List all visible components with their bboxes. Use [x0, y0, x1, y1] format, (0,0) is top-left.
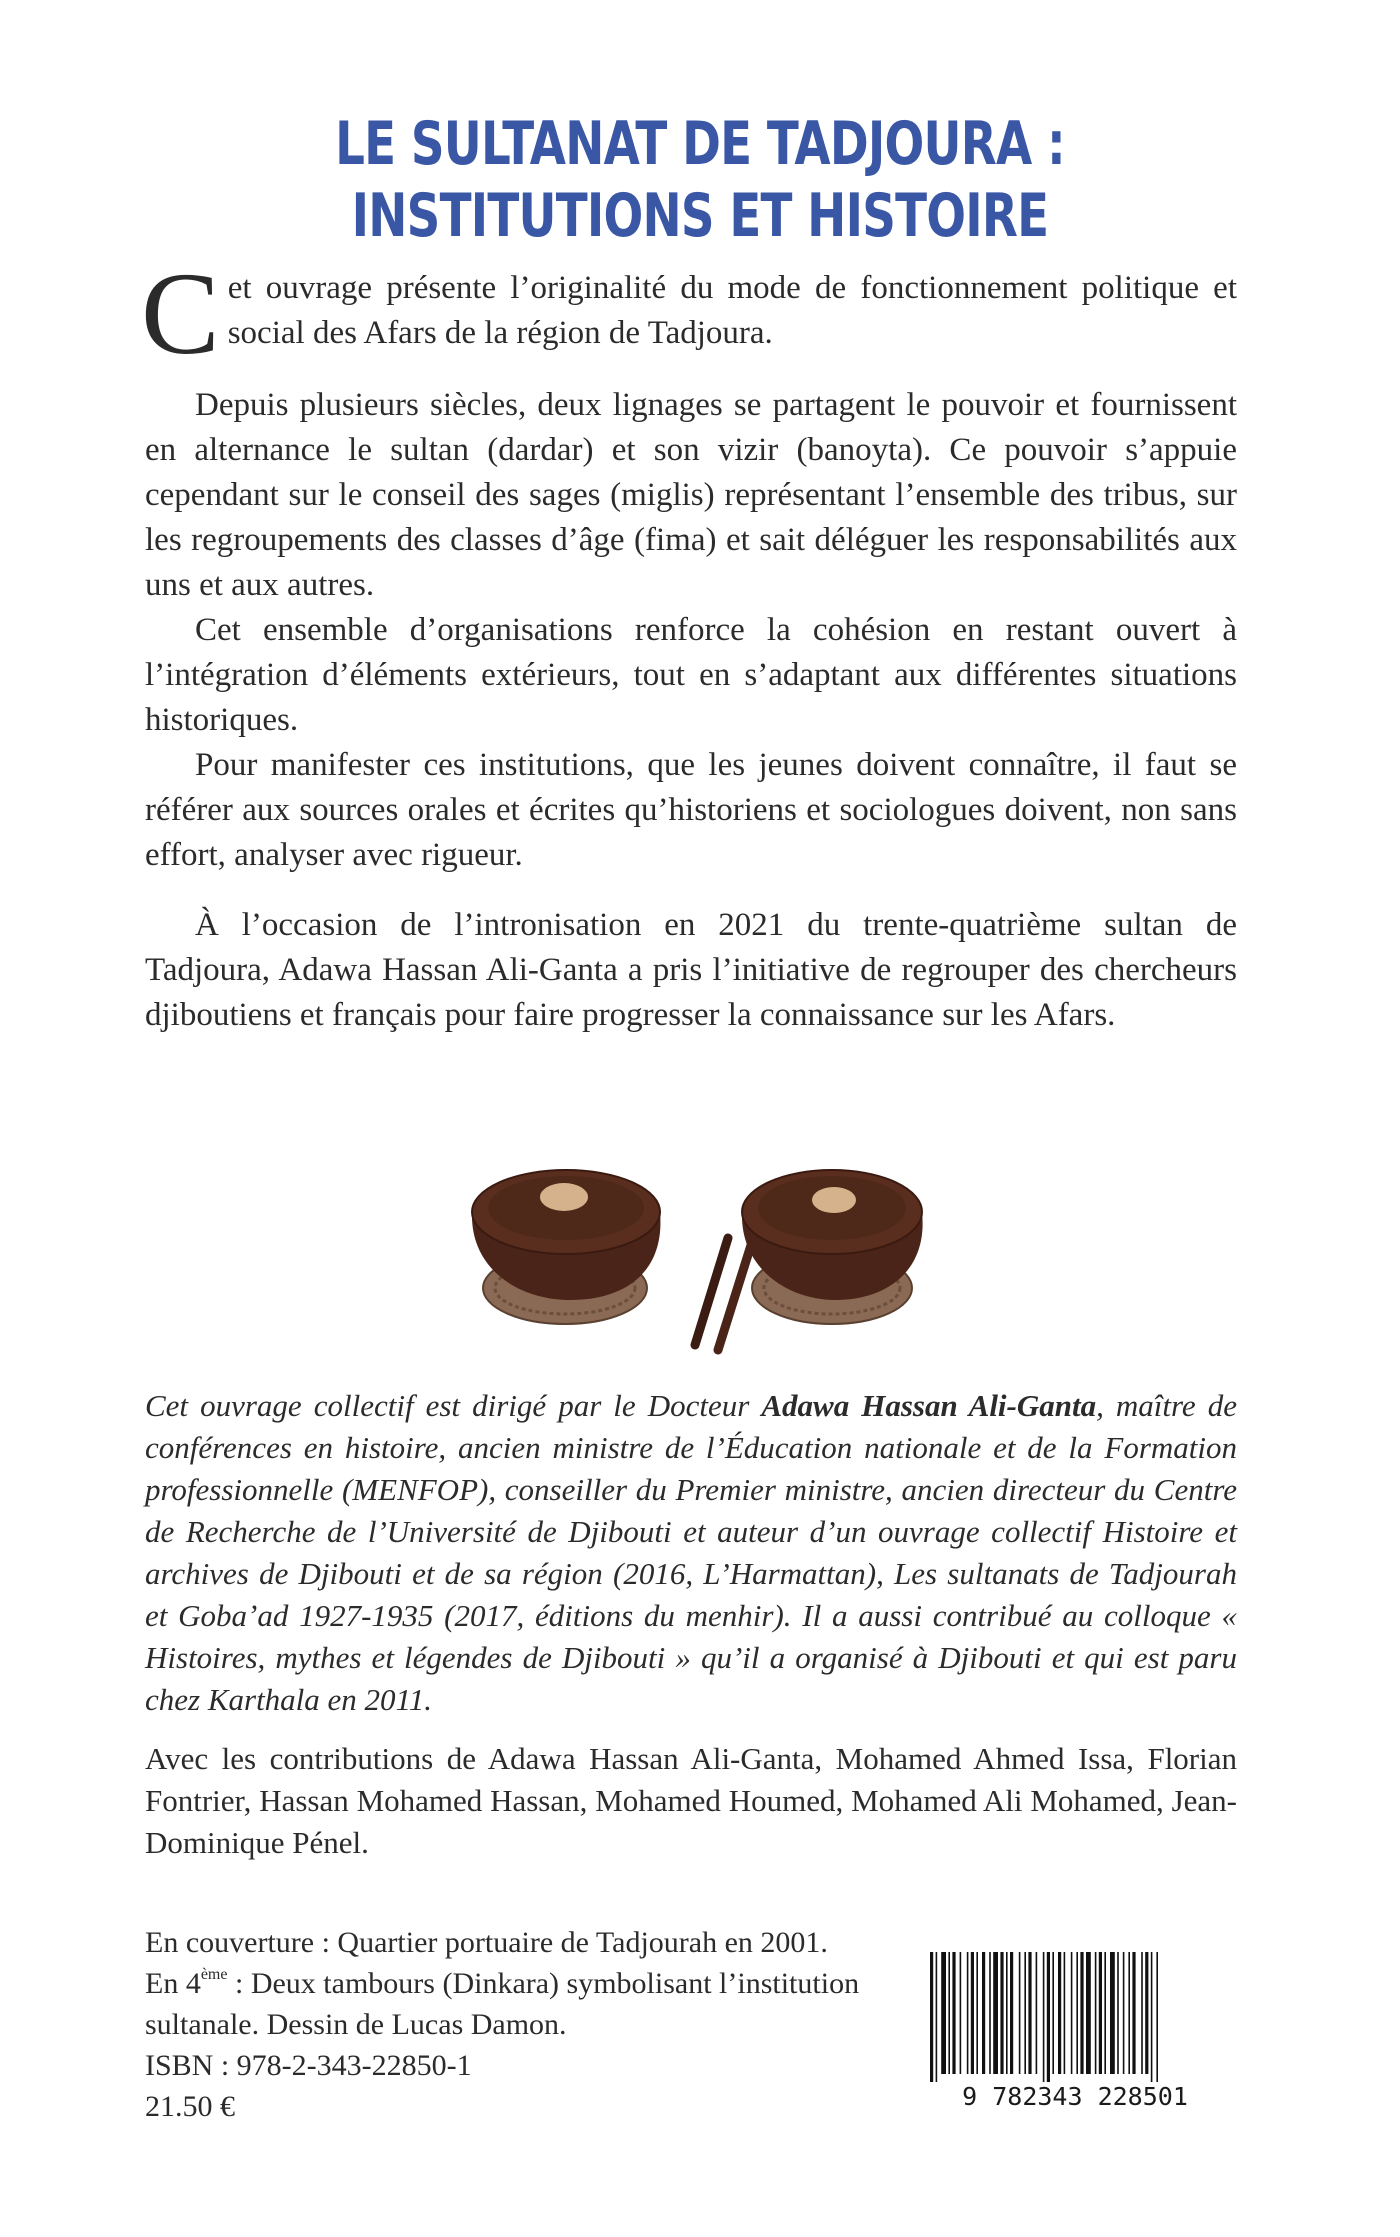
contributors: Avec les contributions de Adawa Hassan Ali-Ganta, Mohamed Ahmed Issa, Florian Fontrier, Hassan Mohamed Hassan, Mohamed Houmed, Mohamed Ali Mohamed, Jean-Dominique Pénel. — [145, 1741, 1237, 1860]
barcode-bar — [930, 1952, 933, 2082]
barcode-bar — [1006, 1952, 1008, 2074]
intro-text: et ouvrage présente l’originalité du mode de fonctionnement politique et social des Afars de la région de Tadjoura. — [227, 270, 1237, 351]
barcode-bar — [971, 1952, 974, 2074]
barcode-bar — [989, 1952, 991, 2074]
price: 21.50 € — [145, 2090, 235, 2123]
paragraph-sources: Pour manifester ces institutions, que les jeunes doivent connaître, il faut se référer aux sources orales et écrites qu’historiens et sociologues doivent, non sans effort, analyser avec rigueur. — [145, 747, 1237, 873]
barcode-bar — [967, 1952, 969, 2074]
barcode-bar — [1010, 1952, 1013, 2074]
bio-text: , maître de conférences en histoire, ancien ministre de l’Éducation nationale et de la Formation professionnelle (MENFOP), conseiller du Premier ministre, ancien directeur du Centre de Recherche de l’Université de Djibouti et auteur d’un ouvrage collectif Histoire et archives de Djibouti et de sa région (2016, L’Harmattan), Les sultanats de Tadjourah et Gobaʼad 1927-1935 (2017, éditions du menhir). Il a aussi contribué au colloque « Histoires, mythes et légendes de Djibouti » qu’il a organisé à Djibouti et qui est paru chez Karthala en 2011. — [145, 1388, 1237, 1717]
barcode-bar — [941, 1952, 946, 2074]
barcode-bar — [1156, 1952, 1158, 2082]
barcode-bar — [1043, 1952, 1045, 2082]
drop-cap: C — [141, 248, 220, 379]
barcode-bar — [1099, 1952, 1102, 2074]
barcode-bar — [976, 1952, 978, 2074]
contributors-block — [145, 1738, 1237, 1864]
title-line-1: LE SULTANAT DE TADJOURA : — [335, 109, 1065, 179]
barcode-bar — [952, 1952, 955, 2074]
barcode-bar — [982, 1952, 985, 2074]
barcode-bar — [1086, 1952, 1091, 2074]
barcode-bar — [1128, 1952, 1130, 2074]
drums-illustration — [460, 1150, 960, 1360]
main-text — [145, 383, 1237, 878]
barcode-bar — [936, 1952, 938, 2082]
barcode-bar — [1000, 1952, 1003, 2074]
barcode-digits: 9 782343 228501 — [962, 2082, 1188, 2111]
barcode-bar — [1080, 1952, 1083, 2074]
barcode-bar — [1058, 1952, 1061, 2074]
barcode-bar — [1123, 1952, 1125, 2074]
barcode-bar — [1151, 1952, 1153, 2082]
barcode-bar — [1145, 1952, 1148, 2074]
intro-paragraph — [141, 248, 1237, 379]
barcode-bar — [1047, 1952, 1050, 2082]
paragraph-cohesion: Cet ensemble d’organisations renforce la cohésion en restant ouvert à l’intégration d’éléments extérieurs, tout en s’adaptant aux différentes situations historiques. — [145, 612, 1237, 738]
barcode-bar — [1064, 1952, 1066, 2074]
barcode-bar — [1036, 1952, 1038, 2074]
barcode-bar — [1028, 1952, 1031, 2074]
title-line-2: INSTITUTIONS ET HISTOIRE — [351, 181, 1049, 251]
credits-block — [145, 1922, 859, 2127]
bio-name: Adawa Hassan Ali-Ganta — [761, 1388, 1097, 1423]
fourth-cover-credit-line2: sultanale. Dessin de Lucas Damon. — [145, 2008, 567, 2041]
barcode-bar — [1141, 1952, 1143, 2074]
book-title — [154, 108, 1246, 252]
barcode-bar — [1024, 1952, 1026, 2074]
cover-credit: En couverture : Quartier portuaire de Tadjourah en 2001. — [145, 1926, 828, 1959]
paragraph-occasion: À l’occasion de l’intronisation en 2021 du trente-quatrième sultan de Tadjoura, Adawa Hassan Ali-Ganta a pris l’initiative de regrouper des chercheurs djiboutiens et français pour faire progresser la connaissance sur les Afars. — [145, 907, 1237, 1033]
barcode-bars — [930, 1952, 1158, 2082]
barcode-bar — [1110, 1952, 1115, 2074]
barcode — [920, 1947, 1230, 2112]
barcode-bar — [1076, 1952, 1078, 2074]
barcode-bar — [993, 1952, 998, 2074]
barcode-bar — [1132, 1952, 1135, 2074]
occasion-block — [145, 903, 1237, 1038]
barcode-bar — [1117, 1952, 1119, 2074]
barcode-bar — [948, 1952, 950, 2074]
drumsticks — [695, 1238, 752, 1350]
isbn: ISBN : 978-2-343-22850-1 — [145, 2049, 472, 2082]
barcode-bar — [960, 1952, 962, 2074]
right-drum — [742, 1170, 923, 1324]
barcode-bar — [1071, 1952, 1073, 2074]
barcode-bar — [1019, 1952, 1021, 2074]
barcode-bar — [1052, 1952, 1054, 2074]
barcode-bar — [1104, 1952, 1106, 2074]
editor-bio — [145, 1385, 1237, 1721]
bio-intro: Cet ouvrage collectif est dirigé par le Docteur — [145, 1388, 762, 1423]
fourth-cover-credit: En 4ème : Deux tambours (Dinkara) symbolisant l’institution — [145, 1966, 860, 2000]
barcode-bar — [1095, 1952, 1097, 2074]
paragraph-lineages: Depuis plusieurs siècles, deux lignages se partagent le pouvoir et fournissent en alternance le sultan (dardar) et son vizir (banoyta). Ce pouvoir s’appuie cependant sur le conseil des sages (miglis) représentant l’ensemble des tribus, sur les regroupements des classes d’âge (fima) et sait déléguer les responsabilités aux uns et aux autres. — [145, 387, 1237, 603]
left-drum — [472, 1170, 661, 1324]
